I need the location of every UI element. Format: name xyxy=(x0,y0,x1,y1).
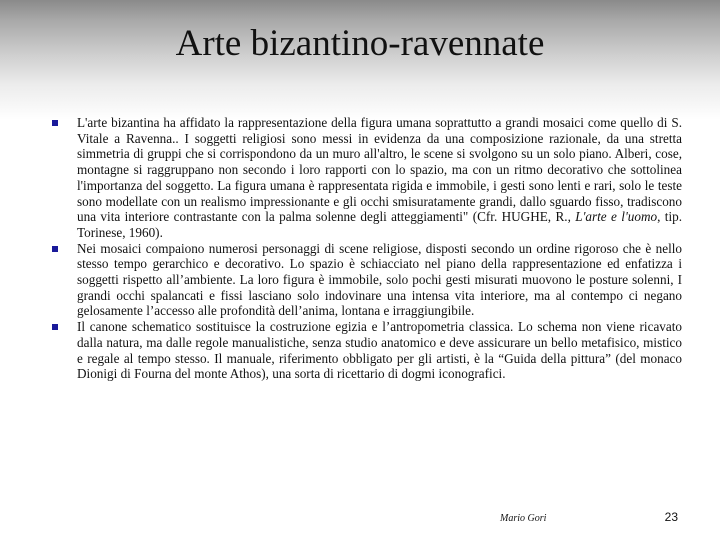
page-number: 23 xyxy=(664,510,678,524)
square-bullet-icon xyxy=(52,120,58,126)
square-bullet-icon xyxy=(52,246,58,252)
bullet-item xyxy=(52,319,682,382)
bullet-text: Il canone schematico sostituisce la costruzione egizia e l’antropometria classica. Lo schema non viene ricavato dalla natura, ma dalle regole manualistiche, senza studio anatomico e deve assicurare un bello metafisico, mistico e regale al tempo stesso. Il manuale, riferimento obbligato per gli artisti, è la “Guida della pittura” (del monaco Dionigi di Fourna del monte Athos), una sorta di ricettario di dogmi iconografici. xyxy=(77,319,682,382)
book-title: L'arte e l'uomo xyxy=(575,209,658,225)
footer-author: Mario Gori xyxy=(500,513,547,524)
square-bullet-icon xyxy=(52,324,58,330)
slide-title: Arte bizantino-ravennate xyxy=(175,23,545,64)
bullet-text-pre: L'arte bizantina ha affidato la rappresentazione della figura umana soprattutto a grandi mosaici come quello di S. Vitale a Ravenna.. I soggetti religiosi sono messi in evidenza da una composizione razionale, da una stretta simmetria di gruppi che si corrispondono da un muro all'altro, le scene si svolgono su un solo piano. Alberi, cose, montagne si raggruppano non secondo i loro rapporti con lo spazio, ma con un ritmo decorativo che sottolinea l'importanza del soggetto. La figura umana è rappresentata rigida e immobile, i gesti sono lenti e rari, solo le teste sono modellate con un realismo impressionante e gli occhi smisuratamente grandi, dallo sguardo fisso, tradiscono una vita interiore contrastante con la palma solenne degli atteggiamenti" (Cfr. HUGHE, R., xyxy=(77,115,682,225)
bullet-text-post: , tip. Torinese, 1960). xyxy=(77,209,683,240)
bullet-text: Nei mosaici compaiono numerosi personaggi di scene religiose, disposti secondo un ordine rigoroso che è nello stesso tempo gerarchico e decorativo. Lo spazio è schiacciato nel piano della rappresentazione ed enfatizza i soggetti rispetto all’ambiente. La loro figura è immobile, solo pochi gesti misurati muovono le posture solenni, I grandi occhi spalancati e fissi lasciano solo indovinare una intensa vita interiore, ma al contempo ci negano gelosamente l’accesso alle profondità dell’anima, lontana e irraggiungibile. xyxy=(77,240,682,319)
bullet-item xyxy=(52,241,682,320)
bullet-item xyxy=(52,115,682,241)
bullet-list xyxy=(52,115,682,382)
